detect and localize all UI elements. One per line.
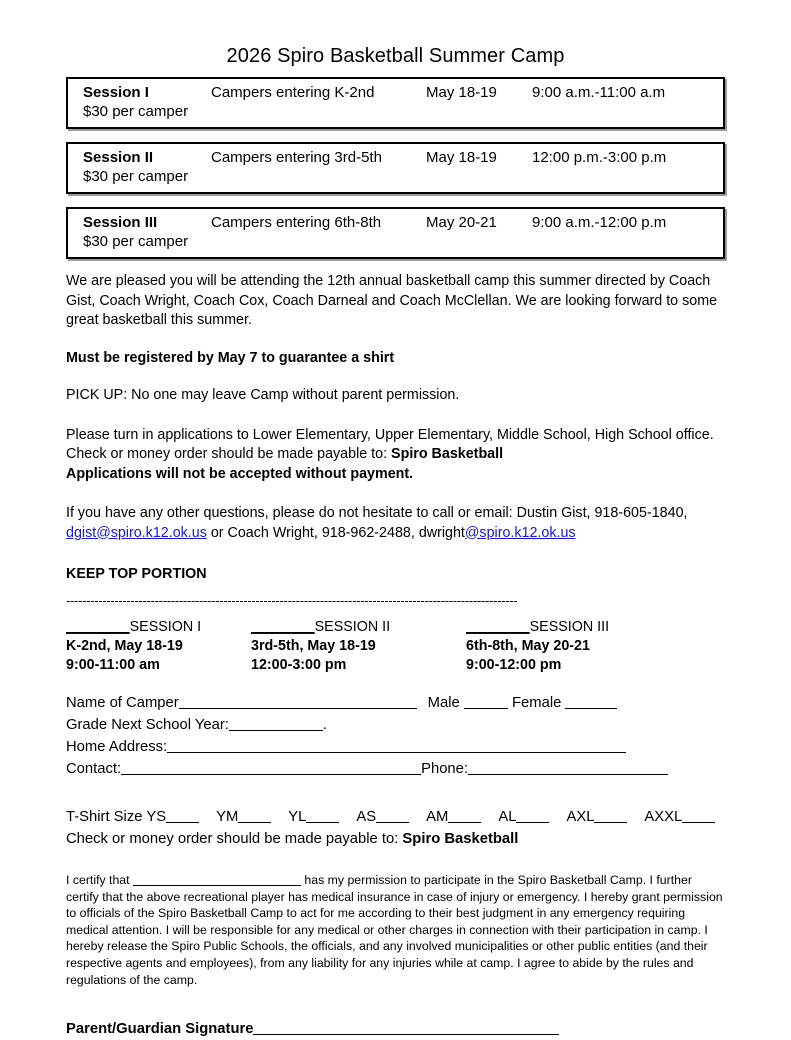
- pickup-notice: PICK UP: No one may leave Camp without parent permission.: [66, 387, 460, 403]
- tear-off-column-1: [66, 618, 201, 675]
- session-grades: Campers entering K-2nd: [211, 84, 375, 101]
- session-grades: Campers entering 3rd-5th: [211, 149, 382, 166]
- payable-prefix: Check or money order should be made payable to:: [66, 446, 392, 462]
- session-dates: May 18-19: [426, 149, 497, 166]
- camper-form-fields: [66, 692, 725, 780]
- session-grades: Campers entering 6th-8th: [211, 214, 382, 231]
- session-box-1: [66, 77, 725, 129]
- shirt-size-am: AM: [426, 809, 449, 825]
- tshirt-size-label: T-Shirt Size: [66, 809, 143, 825]
- signature-input[interactable]: [253, 1020, 559, 1035]
- session-times: 9:00 a.m.-11:00 a.m: [532, 84, 666, 101]
- tear-session-label: SESSION III: [529, 619, 610, 635]
- session-name: Session III: [83, 214, 158, 231]
- applications-line: Please turn in applications to Lower Elementary, Upper Elementary, Middle School, High School office.: [66, 426, 714, 443]
- session-row-top: [68, 148, 723, 168]
- tear-off-column-3: [466, 618, 609, 675]
- session-dates: May 18-19: [426, 84, 497, 101]
- grade-row: [66, 714, 725, 736]
- intro-paragraph: We are pleased you will be attending the 12th annual basketball camp this summer directed by Coach Gist, Coach Wright, Coach Cox, Coach Darneal and Coach McClellan. We are looking forward to some great basketball this summer.: [66, 273, 718, 328]
- tear-session-time: 9:00-12:00 pm: [466, 657, 562, 673]
- shirt-blank-axxl[interactable]: [682, 808, 715, 823]
- contact-label: Contact:: [66, 761, 122, 777]
- contact-middle-text: or Coach Wright, 918-962-2488,: [206, 524, 419, 541]
- tear-session-time: 12:00-3:00 pm: [251, 657, 347, 673]
- shirt-size-ys: YS: [146, 809, 167, 825]
- payable-prefix-bottom: Check or money order should be made payable to:: [66, 831, 403, 847]
- name-of-camper-label: Name of Camper: [66, 695, 179, 711]
- signature-label: Parent/Guardian Signature: [66, 1021, 254, 1038]
- session-row-bottom: [68, 102, 723, 122]
- shirt-size-yl: YL: [288, 809, 307, 825]
- grade-suffix: .: [322, 717, 327, 733]
- phone-input[interactable]: [468, 760, 668, 775]
- page-title: 2026 Spiro Basketball Summer Camp: [226, 45, 565, 67]
- certification-name-input[interactable]: [133, 873, 301, 886]
- registration-notice: Must be registered by May 7 to guarantee a shirt: [66, 349, 395, 366]
- shirt-blank-as[interactable]: [376, 808, 409, 823]
- session-row-bottom: [68, 232, 723, 252]
- tear-off-sessions: [66, 618, 725, 676]
- grade-label: Grade Next School Year:: [66, 717, 229, 733]
- tear-session-time: 9:00-11:00 am: [66, 657, 160, 673]
- shirt-blank-al[interactable]: [516, 808, 549, 823]
- tear-off-column-2: [251, 618, 390, 675]
- payable-payee: Spiro Basketball: [391, 446, 504, 462]
- session-name: Session I: [83, 84, 149, 101]
- contact-emails: [66, 524, 725, 544]
- tear-session-blank[interactable]: ________: [66, 619, 130, 635]
- tear-session-blank[interactable]: ________: [251, 619, 315, 635]
- tshirt-size-row: [66, 806, 725, 828]
- female-label: Female: [512, 695, 562, 711]
- session-row-top: [68, 83, 723, 103]
- keep-top-portion-heading: KEEP TOP PORTION: [66, 566, 207, 582]
- session-name: Session II: [83, 149, 154, 166]
- shirt-size-axl: AXL: [566, 809, 595, 825]
- form-payable-row: [66, 828, 725, 850]
- email-link-gist[interactable]: dgist@spiro.k12.ok.us: [66, 524, 207, 541]
- wright-user-text: dwright: [418, 524, 465, 541]
- certification-rest: has my permission to participate in the Spiro Basketball Camp. I further certify that the above recreational player has medical insurance in case of injury or emergency. I hereby grant permission to officials of the Spiro Basketball Camp to act for me according to their best judgment in any emergency requiring medical attention. I will be responsible for any medical or other charges in connection with their participation in camp. I hereby release the Spiro Public Schools, the officials, and any involved municipalities or other public entities (and their respective agents and employees), from any liability for any injuries while at camp. I agree to abide by the rules and regulations of the camp.: [66, 873, 723, 987]
- spacer: [66, 850, 725, 872]
- address-row: [66, 736, 725, 758]
- male-label: Male: [427, 695, 460, 711]
- shirt-blank-ym[interactable]: [238, 808, 271, 823]
- shirt-blank-am[interactable]: [448, 808, 481, 823]
- tear-session-blank[interactable]: ________: [466, 619, 530, 635]
- shirt-size-al: AL: [498, 809, 517, 825]
- payable-line: [66, 445, 725, 465]
- payable-payee-bottom: Spiro Basketball: [402, 831, 519, 847]
- session-box-3: [66, 207, 725, 259]
- shirt-size-as: AS: [356, 809, 377, 825]
- tear-session-heading: [466, 618, 609, 637]
- session-box-2: [66, 142, 725, 194]
- spacer: [66, 676, 725, 692]
- certification-paragraph: [66, 872, 725, 988]
- session-price: $30 per camper: [83, 103, 189, 120]
- session-row-bottom: [68, 167, 723, 187]
- tear-session-grade-date: 3rd-5th, May 18-19: [251, 638, 376, 654]
- shirt-blank-ys[interactable]: [166, 808, 199, 823]
- tear-session-label: SESSION II: [314, 619, 391, 635]
- payable-row-bottom: [66, 828, 725, 850]
- contact-input[interactable]: [121, 760, 421, 775]
- male-checkbox-blank[interactable]: [464, 694, 508, 709]
- signature-row: [66, 1018, 725, 1040]
- tear-off-divider: ----------------------------------------------------------------------------------------------------------------: [66, 594, 518, 608]
- spacer: [66, 988, 725, 1018]
- female-checkbox-blank[interactable]: [565, 694, 617, 709]
- spacer: [66, 484, 725, 504]
- address-input[interactable]: [167, 738, 626, 753]
- session-times: 9:00 a.m.-12:00 p.m: [532, 214, 667, 231]
- session-price: $30 per camper: [83, 233, 189, 250]
- tear-session-label: SESSION I: [129, 619, 202, 635]
- shirt-size-axxl: AXXL: [644, 809, 683, 825]
- certification-lead: I certify that: [66, 873, 133, 887]
- spacer: [66, 608, 725, 618]
- email-link-wright-domain[interactable]: @spiro.k12.ok.us: [464, 524, 576, 541]
- name-of-camper-row: [66, 692, 725, 714]
- contact-phone-row: [66, 758, 725, 780]
- session-price: $30 per camper: [83, 168, 189, 185]
- session-dates: May 20-21: [426, 214, 497, 231]
- session-row-top: [68, 213, 723, 233]
- shirt-blank-axl[interactable]: [594, 808, 627, 823]
- spacer: [66, 368, 725, 386]
- address-label: Home Address:: [66, 739, 168, 755]
- tear-session-heading: [251, 618, 390, 637]
- spacer: [66, 584, 725, 594]
- spacer: [66, 543, 725, 565]
- no-payment-notice: Applications will not be accepted without payment.: [66, 465, 414, 482]
- spacer: [66, 780, 725, 806]
- spacer: [66, 331, 725, 349]
- session-times: 12:00 p.m.-3:00 p.m: [532, 149, 667, 166]
- grade-input[interactable]: [229, 716, 323, 731]
- tear-session-heading: [66, 618, 201, 637]
- tear-session-grade-date: 6th-8th, May 20-21: [466, 638, 590, 654]
- tear-session-grade-date: K-2nd, May 18-19: [66, 638, 183, 654]
- name-of-camper-input[interactable]: [179, 694, 417, 709]
- contact-intro: If you have any other questions, please do not hesitate to call or email: Dustin Gist, 918-605-1840,: [66, 505, 688, 521]
- shirt-size-ym: YM: [216, 809, 239, 825]
- phone-label: Phone:: [421, 761, 469, 777]
- shirt-blank-yl[interactable]: [306, 808, 339, 823]
- spacer: [66, 406, 725, 426]
